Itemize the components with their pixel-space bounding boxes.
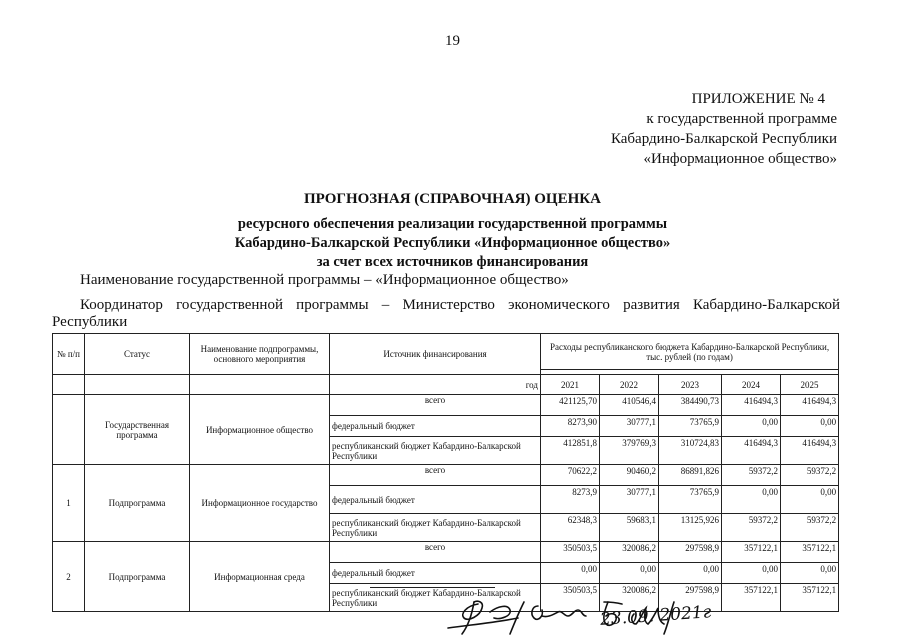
value-cell: 421125,70 (541, 395, 600, 416)
value-cell: 86891,826 (659, 465, 722, 486)
value-cell: 59372,2 (781, 514, 839, 542)
value-cell: 357122,1 (781, 542, 839, 563)
appendix-title: ПРИЛОЖЕНИЕ № 4 (691, 91, 825, 107)
value-cell: 30777,1 (600, 486, 659, 514)
year-cell: 2022 (600, 375, 659, 395)
value-cell: 0,00 (600, 563, 659, 584)
value-cell: 13125,926 (659, 514, 722, 542)
value-cell: 350503,5 (541, 584, 600, 612)
value-cell: 416494,3 (722, 437, 781, 465)
value-cell: 30777,1 (600, 416, 659, 437)
row-status: Государственная программа (85, 395, 190, 465)
value-cell: 297598,9 (659, 542, 722, 563)
header-num: № п/п (53, 334, 85, 375)
value-cell: 0,00 (541, 563, 600, 584)
header-status: Статус (85, 334, 190, 375)
value-cell: 320086,2 (600, 542, 659, 563)
document-title: ПРОГНОЗНАЯ (СПРАВОЧНАЯ) ОЦЕНКА (304, 191, 601, 207)
program-name: Наименование государственной программы – «Информационное общество» (80, 272, 569, 288)
value-cell: 379769,3 (600, 437, 659, 465)
subtitle-line: Кабардино-Балкарской Республики «Информационное общество» (234, 235, 671, 251)
subtitle-line: за счет всех источников финансирования (316, 254, 589, 270)
row-num: 2 (53, 542, 85, 612)
source-cell: всего (330, 465, 541, 486)
value-cell: 0,00 (781, 563, 839, 584)
coordinator-line: Координатор государственной программы – Министерство экономического развития Кабардино-Балкарской (80, 297, 840, 313)
value-cell: 384490,73 (659, 395, 722, 416)
year-label: год (330, 375, 541, 395)
coordinator-line-cont: Республики (52, 314, 128, 330)
value-cell: 0,00 (781, 416, 839, 437)
appendix-line: Кабардино-Балкарской Республики (610, 131, 837, 147)
value-cell: 412851,8 (541, 437, 600, 465)
source-cell: республиканский бюджет Кабардино-Балкарской Республики (330, 514, 541, 542)
header-source: Источник финансирования (330, 334, 541, 375)
value-cell: 59372,2 (781, 465, 839, 486)
subtitle-line: ресурсного обеспечения реализации государственной программы (237, 216, 668, 232)
value-cell: 297598,9 (659, 584, 722, 612)
row-name: Информационное государство (190, 465, 330, 542)
source-cell: республиканский бюджет Кабардино-Балкарской Республики (330, 437, 541, 465)
value-cell: 350503,5 (541, 542, 600, 563)
value-cell: 320086,2 (600, 584, 659, 612)
header-name: Наименование подпрограммы, основного мероприятия (190, 334, 330, 375)
year-cell: 2024 (722, 375, 781, 395)
signature-line (370, 587, 495, 588)
value-cell: 0,00 (659, 563, 722, 584)
value-cell: 8273,9 (541, 486, 600, 514)
page-number: 19 (445, 33, 460, 49)
table-row (53, 465, 839, 486)
value-cell: 357122,1 (722, 584, 781, 612)
source-cell: федеральный бюджет (330, 416, 541, 437)
row-status: Подпрограмма (85, 542, 190, 612)
value-cell: 73765,9 (659, 486, 722, 514)
value-cell: 62348,3 (541, 514, 600, 542)
year-cell: 2023 (659, 375, 722, 395)
value-cell: 59683,1 (600, 514, 659, 542)
row-name: Информационное общество (190, 395, 330, 465)
source-cell: федеральный бюджет (330, 486, 541, 514)
table-row (53, 395, 839, 416)
source-cell: всего (330, 542, 541, 563)
value-cell: 59372,2 (722, 514, 781, 542)
value-cell: 70622,2 (541, 465, 600, 486)
value-cell: 416494,3 (781, 437, 839, 465)
source-cell: республиканский бюджет Кабардино-Балкарской Республики (330, 584, 541, 612)
value-cell: 0,00 (722, 486, 781, 514)
years-row (53, 375, 839, 395)
row-num: 1 (53, 465, 85, 542)
header-expenses: Расходы республиканского бюджета Кабардино-Балкарской Республики, тыс. рублей (по годам) (541, 334, 839, 370)
value-cell: 416494,3 (781, 395, 839, 416)
appendix-block (611, 89, 837, 169)
value-cell: 357122,1 (722, 542, 781, 563)
value-cell: 416494,3 (722, 395, 781, 416)
header-row (53, 334, 839, 370)
value-cell: 0,00 (781, 486, 839, 514)
value-cell: 8273,90 (541, 416, 600, 437)
signature-date: 23.09. 2021г (599, 602, 712, 630)
value-cell: 310724,83 (659, 437, 722, 465)
value-cell: 0,00 (722, 563, 781, 584)
appendix-line: «Информационное общество» (643, 151, 837, 167)
row-name: Информационная среда (190, 542, 330, 612)
budget-table (52, 333, 839, 612)
year-cell: 2025 (781, 375, 839, 395)
value-cell: 59372,2 (722, 465, 781, 486)
row-num (53, 395, 85, 465)
value-cell: 357122,1 (781, 584, 839, 612)
year-cell: 2021 (541, 375, 600, 395)
value-cell: 410546,4 (600, 395, 659, 416)
value-cell: 0,00 (722, 416, 781, 437)
value-cell: 73765,9 (659, 416, 722, 437)
source-cell: всего (330, 395, 541, 416)
row-status: Подпрограмма (85, 465, 190, 542)
table-row (53, 542, 839, 563)
source-cell: федеральный бюджет (330, 563, 541, 584)
value-cell: 90460,2 (600, 465, 659, 486)
appendix-line: к государственной программе (646, 111, 837, 127)
document-subtitle (0, 215, 905, 272)
